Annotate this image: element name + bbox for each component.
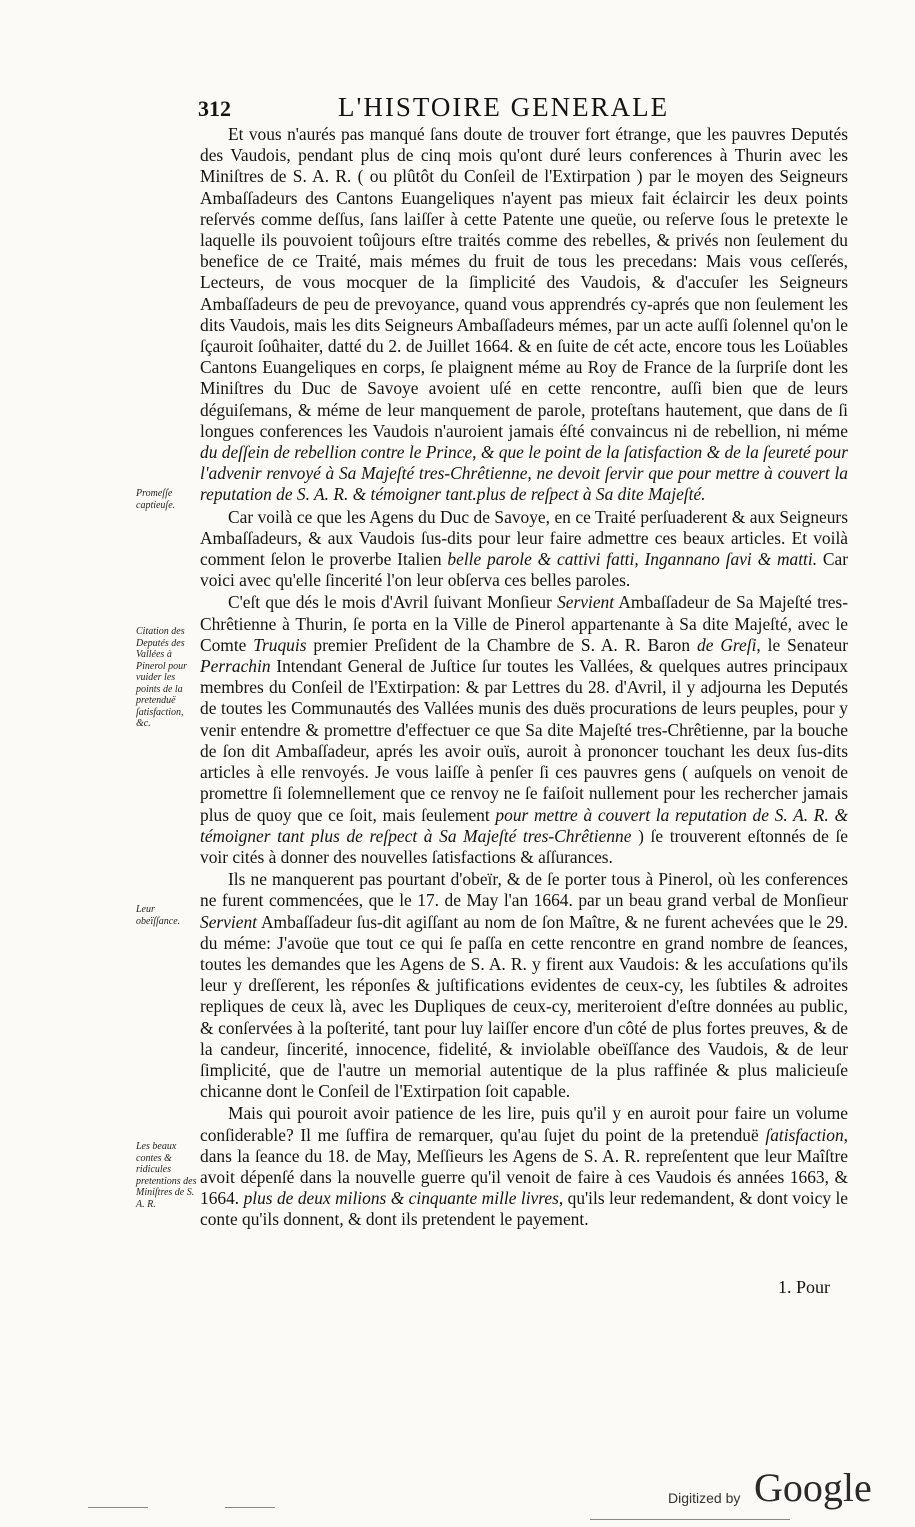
text-run: Mais qui pouroit avoir patience de les lire, puis qu'il y en auroit pour faire un volume conſiderable? Il me ſuffira de remarquer, qu'au ſujet du point de la pretenduë <box>200 1103 848 1145</box>
paragraph <box>200 507 848 592</box>
running-title: L'HISTOIRE GENERALE <box>338 92 670 122</box>
text-run: C'eſt que dés le mois d'Avril ſuivant Monſieur <box>228 592 558 613</box>
text-run: Car voici avec qu'elle ſincerité l'on leur obſerva ces belles paroles. <box>200 549 848 591</box>
text-run: Intendant General de Juſtice ſur toutes les Vallées, & quelques autres principaux membres du Conſeil de l'Extirpation: & par Lettres du 28. d'Avril, il y adjourna les Deputés de toutes les Communautés des Vallées munis des duës procurations de leurs peuples, pour y venir entendre & promettre d'effectuer ce que Sa dite Majeſté tres-Chrêtienne, par la bouche de ſon dit Ambaſſadeur, aprés les avoir ouïs, auroit à prononcer touchant les deux ſus-dits articles à elle renvoyés. Je vous laiſſe à penſer ſi ces pauvres gens ( auſquels on venoit de promettre ſi ſolemnellement que ce renvoy ne ſe faiſoit nullement pour les rechercher jamais plus de quoy que ce ſoit, mais ſeulement <box>200 656 848 825</box>
catchword: 1. Pour <box>778 1277 831 1297</box>
paragraph <box>200 1103 848 1230</box>
text-run: Et vous n'aurés pas manqué ſans doute de trouver fort étrange, que les pauvres Deputés des Vaudois, pendant plus de cinq mois qu'ont duré leurs conferences à Thurin avec les Miniſtres de S. A. R. ( ou plûtôt du Conſeil de l'Extirpation ) par le moyen des Seigneurs Ambaſſadeurs des Cantons Euangeliques n'ayent pas mieux fait éclaircir les deux points reſervés comme deſſus, ſans laiſſer à cette Patente une queüe, ou reſerve ſous le pretexte le laquelle ils pouvoient toûjours eſtre traités comme des rebelles, & privés non ſeulement du benefice de ce Traité, mais mémes du fruit de tous les precedans: Mais vous ceſſerés, Lecteurs, de vous mocquer de la ſimplicité des Vaudois, & d'accuſer les Seigneurs Ambaſſadeurs de peu de prevoyance, quand vous apprendrés cy-aprés que non ſeulement les dits Vaudois, mais les dits Seigneurs Ambaſſadeurs mémes, par un acte auſſi ſolennel qu'on le ſçauroit ſoûhaiter, datté du 2. de Juillet 1664. & en ſuite de cét acte, encore tous les Loüables Cantons Euangeliques en corps, ſe plaignent méme au Roy de France de la ſurpriſe dont les Miniſtres du Duc de Savoye avoient uſé en cette rencontre, auſſi bien que de leurs déguiſemans, & méme de leur manquement de parole, proteſtans hautement, que dans de ſi longues conferences les Vaudois n'auroient jamais éſté convaincus ni de rebellion, ni méme <box>200 124 848 441</box>
paragraph <box>200 124 848 506</box>
text-run: , dans la ſeance du 18. de May, Meſſieurs les Agens de S. A. R. repreſentent que leur Maîſtre avoit dépenſé dans la nouvelle guerre qu'il venoit de faire à ces Vaudois és années 1663, & 1664. <box>200 1124 848 1209</box>
text-run: Ils ne manquerent pas pourtant d'obeïr, & de ſe porter tous à Pinerol, où les conferences ne furent commencées, que le 17. de May l'an 1664. par un beau grand verbal de Monſieur <box>200 869 848 911</box>
scan-artifact-line <box>88 1507 148 1508</box>
italic-run: ſatisfaction <box>765 1124 844 1145</box>
scan-artifact-line <box>225 1507 275 1508</box>
italic-run: Perrachin <box>200 656 271 677</box>
italic-run: du deſſein de rebellion contre le Prince, & que le point de la ſatisfaction & de la ſeureté pour l'advenir renvoyé à Sa Majeſté tres-Chrêtienne, ne devoit ſervir que pour mettre à couvert la reputation de S. A. R. & témoigner tant.plus de reſpect à Sa dite Majeſté. <box>200 442 848 505</box>
margin-note-beaux-contes: Les beaux contes & ridicules pretentions des Miniſtres de S. A. R. <box>136 1141 197 1210</box>
page-header <box>198 92 850 124</box>
italic-run: pour mettre à couvert la reputation de S. A. R. & témoigner tant plus de reſpect à Sa Majeſté tres-Chrêtienne <box>200 804 849 846</box>
paragraph <box>200 869 848 1102</box>
stamp-prefix: Digitized by <box>668 1490 741 1506</box>
text-run: Ambaſſadeur de Sa Majeſté tres-Chrêtienne à Thurin, ſe porta en la Ville de Pinerol appartenante à Sa dite Majeſté, avec le Comte <box>200 592 848 655</box>
italic-run: Truquis <box>253 634 307 655</box>
text-run: Car voilà ce que les Agens du Duc de Savoye, en ce Traité perſuaderent & aux Seigneurs Ambaſſadeurs, & aux Vaudois ſus-dits pour leur faire admettre ces beaux articles. Et voilà comment ſelon le proverbe Italien <box>200 506 848 570</box>
google-logo: Google <box>754 1465 872 1510</box>
text-run: , qu'ils leur redemandent, & dont voicy le conte qu'ils donnent, & dont ils pretendent le payement. <box>200 1188 848 1230</box>
text-run: Ambaſſadeur ſus-dit agiſſant au nom de ſon Maître, & ne furent achevées que le 29. du méme: J'avoüe que tout ce qui ſe paſſa en cette rencontre en grand nombre de ſeances, toutes les demandes que les Agens de S. A. R. y firent aux Vaudois: & les accuſations qu'ils leur y dreſſerent, les réponſes & juſtifications evidentes de ceux-cy, les ſubtiles & adroites repliques de ceux là, avec les Dupliques de ceux-cy, meriteroient d'eſtre données au public, & conſervées à la poſterité, tant pour luy laiſſer encore d'un côté de plus fortes preuves, & de la candeur, ſincerité, innocence, fidelité, & inviolable obeïſſance des Vaudois, & de leur ſimplicité, que de l'autre un memorial autentique de la plus raffinée & plus malicieuſe chicanne dont le Conſeil de l'Extirpation ſoit capable. <box>200 911 848 1102</box>
text-run: ) ſe trouverent eſtonnés de ſe voir cités à donner des nouvelles ſatisfactions & aſſurances. <box>200 825 848 867</box>
paragraph <box>200 592 848 868</box>
italic-run: Servient <box>557 592 615 613</box>
margin-note-citation: Citation des Deputés des Vallées à Pinerol pour vuider les points de la pretenduë ſatisfaction, &c. <box>136 626 188 729</box>
body-text <box>200 124 848 1231</box>
italic-run: plus de deux milions & cinquante mille livres <box>243 1188 559 1209</box>
italic-run: Servient <box>200 911 257 932</box>
text-run: , le Senateur <box>756 634 848 655</box>
scan-artifact-line <box>590 1519 790 1520</box>
italic-run: belle parole & cattivi fatti, Ingannano ſavi & matti. <box>447 549 818 570</box>
margin-note-promesse: Promeſſe captieuſe. <box>136 488 176 511</box>
text-run: premier Preſident de la Chambre de S. A. R. Baron <box>306 634 697 655</box>
page-number: 312 <box>198 96 231 121</box>
italic-run: de Greſi <box>697 634 757 655</box>
margin-note-obeissance: Leur obeïſſance. <box>136 904 181 927</box>
